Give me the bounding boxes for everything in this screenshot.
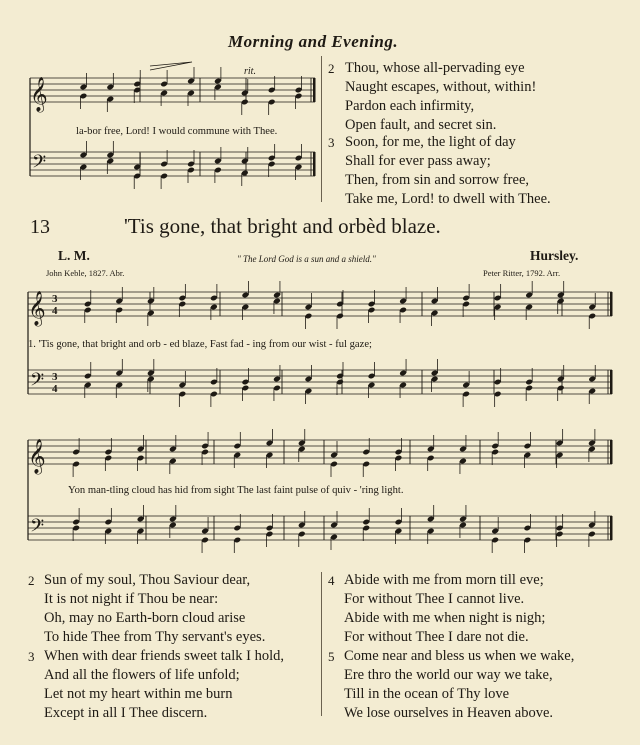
stanza-number: 3 [28,649,35,664]
stanza-number: 3 [328,135,335,150]
svg-text:3: 3 [52,371,58,383]
svg-text:𝄞: 𝄞 [28,439,46,474]
hymn-title: 'Tis gone, that bright and orbèd blaze. [124,214,441,238]
stanza-line: Abide with me when night is nigh; [344,610,546,626]
svg-text:𝄞: 𝄞 [28,291,46,326]
svg-text:4: 4 [52,305,58,317]
stanza-number: 2 [328,61,335,76]
stanza-line: Take me, Lord! to dwell with Thee. [345,191,551,207]
stanza-line: Let not my heart within me burn [44,686,233,702]
stanza-line: For without Thee I cannot live. [344,591,525,607]
stanza-line: Shall for ever pass away; [345,153,491,169]
stanza-line: And all the flowers of life unfold; [44,667,240,683]
stanza-line: It is not night if Thou be near: [44,591,219,607]
stanza-line: Thou, whose all-pervading eye [345,60,525,76]
rit-marking: rit. [244,66,256,77]
svg-text:3: 3 [52,293,58,305]
hymn-lyric-line-2: Yon man-tling cloud has hid from sight The last faint pulse of quiv - 'ring light. [68,485,404,496]
stanza-line: Except in all I Thee discern. [44,705,208,721]
stanza-line: Soon, for me, the light of day [345,134,516,150]
hymn-number: 13 [30,216,50,238]
stanza-line: We lose ourselves in Heaven above. [344,705,554,721]
column-divider [321,56,322,202]
stanza-line: Come near and bless us when we wake, [344,648,575,664]
svg-text:𝄞: 𝄞 [30,77,48,112]
hymn-stanza-5 [328,647,628,723]
hymn-stanza-3 [28,647,318,723]
top-stanza-2 [328,59,628,139]
tune-name: Hursley. [530,248,579,263]
svg-text:𝄢: 𝄢 [30,370,45,395]
hymn-motto: " The Lord God is a sun and a shield." [237,254,376,264]
hymn-stanza-4 [328,571,628,647]
top-lyric-line: la-bor free, Lord! I would commune with Thee. [76,126,278,137]
stanza-line: Till in the ocean of Thy love [344,686,510,702]
stanza-number: 2 [28,573,35,588]
column-divider [321,572,322,716]
stanza-number: 4 [328,573,335,588]
hymn-stanza-2 [28,571,318,647]
svg-text:𝄢: 𝄢 [32,152,47,177]
svg-text:𝄢: 𝄢 [30,516,45,541]
stanza-line: Open fault, and secret sin. [345,117,497,133]
stanza-line: Abide with me from morn till eve; [344,572,544,588]
svg-text:4: 4 [52,383,58,395]
stanza-line: To hide Thee from Thy servant's eyes. [44,629,266,645]
composer-credit: Peter Ritter, 1792. Arr. [483,268,561,278]
hymn-lyric-line-1: 1. 'Tis gone, that bright and orb - ed blaze, Fast fad - ing from our wist - ful gaze; [28,339,372,350]
stanza-line: For without Thee I dare not die. [344,629,529,645]
stanza-line: Naught escapes, without, within! [345,79,537,95]
stanza-line: Then, from sin and sorrow free, [345,172,530,188]
stanza-line: Ere thro the world our way we take, [344,667,553,683]
stanza-line: Pardon each infirmity, [345,98,475,114]
meter-label: L. M. [58,248,90,263]
top-stanza-3 [328,133,628,213]
stanza-line: When with dear friends sweet talk I hold, [44,648,284,664]
stanza-line: Sun of my soul, Thou Saviour dear, [44,572,251,588]
stanza-line: Oh, may no Earth-born cloud arise [44,610,246,626]
page-title: Morning and Evening. [228,32,399,51]
author-credit: John Keble, 1827. Abr. [46,268,125,278]
stanza-number: 5 [328,649,335,664]
